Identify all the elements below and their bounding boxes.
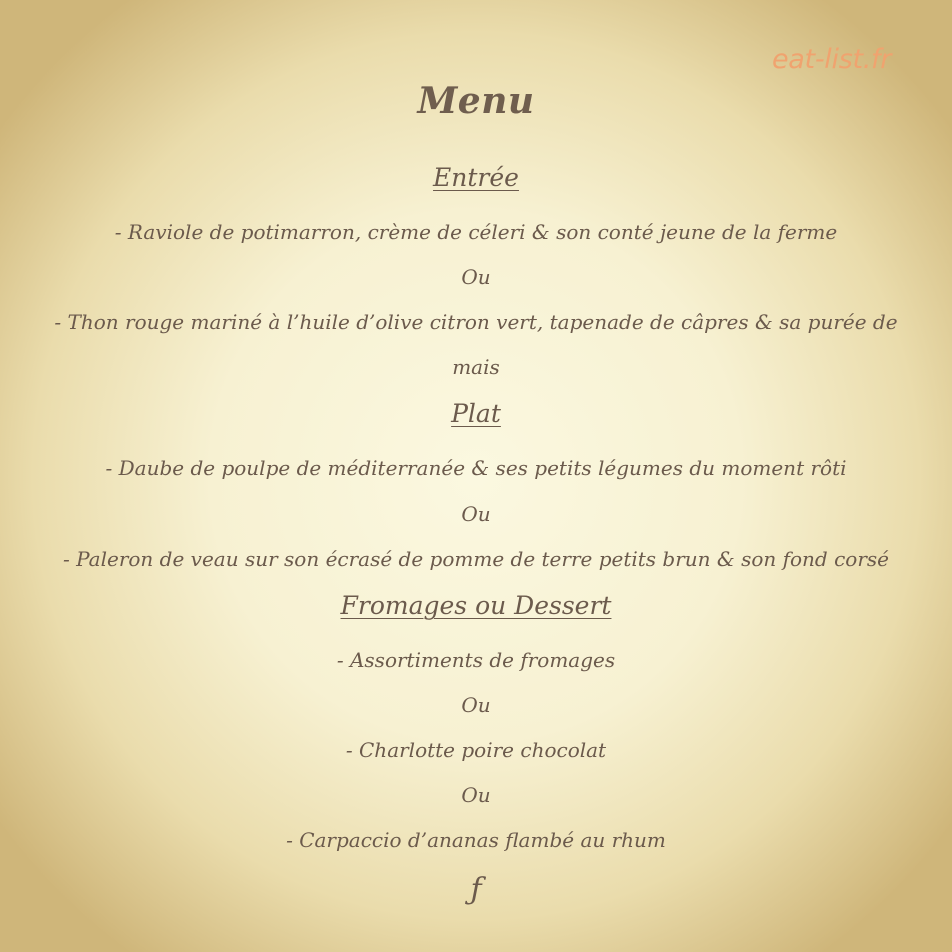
entree-separator: Ou xyxy=(461,265,491,289)
dessert-option-2: - Charlotte poire chocolat xyxy=(345,738,607,762)
entree-option-2-line-1: - Thon rouge mariné à l’huile d’olive citron vert, tapenade de câpres & sa purée de xyxy=(54,310,898,334)
end-flourish-mark: ƒ xyxy=(470,872,482,907)
dessert-heading: Fromages ou Dessert xyxy=(340,591,612,620)
dessert-separator-2: Ou xyxy=(461,783,491,807)
entree-option-1: - Raviole de potimarron, crème de céleri & son conté jeune de la ferme xyxy=(114,220,838,244)
entree-heading: Entrée xyxy=(433,163,519,192)
watermark-text: eat-list.fr xyxy=(772,44,892,75)
dessert-option-1: - Assortiments de fromages xyxy=(336,648,616,672)
entree-option-2-line-2: mais xyxy=(452,355,500,379)
menu-title: Menu xyxy=(417,80,535,122)
dessert-separator-1: Ou xyxy=(461,693,491,717)
plat-heading: Plat xyxy=(451,399,501,428)
plat-option-1: - Daube de poulpe de méditerranée & ses petits légumes du moment rôti xyxy=(105,456,847,480)
plat-option-2: - Paleron de veau sur son écrasé de pomme de terre petits brun & son fond corsé xyxy=(63,547,889,571)
plat-separator: Ou xyxy=(461,502,491,526)
dessert-option-3: - Carpaccio d’ananas flambé au rhum xyxy=(286,828,666,852)
